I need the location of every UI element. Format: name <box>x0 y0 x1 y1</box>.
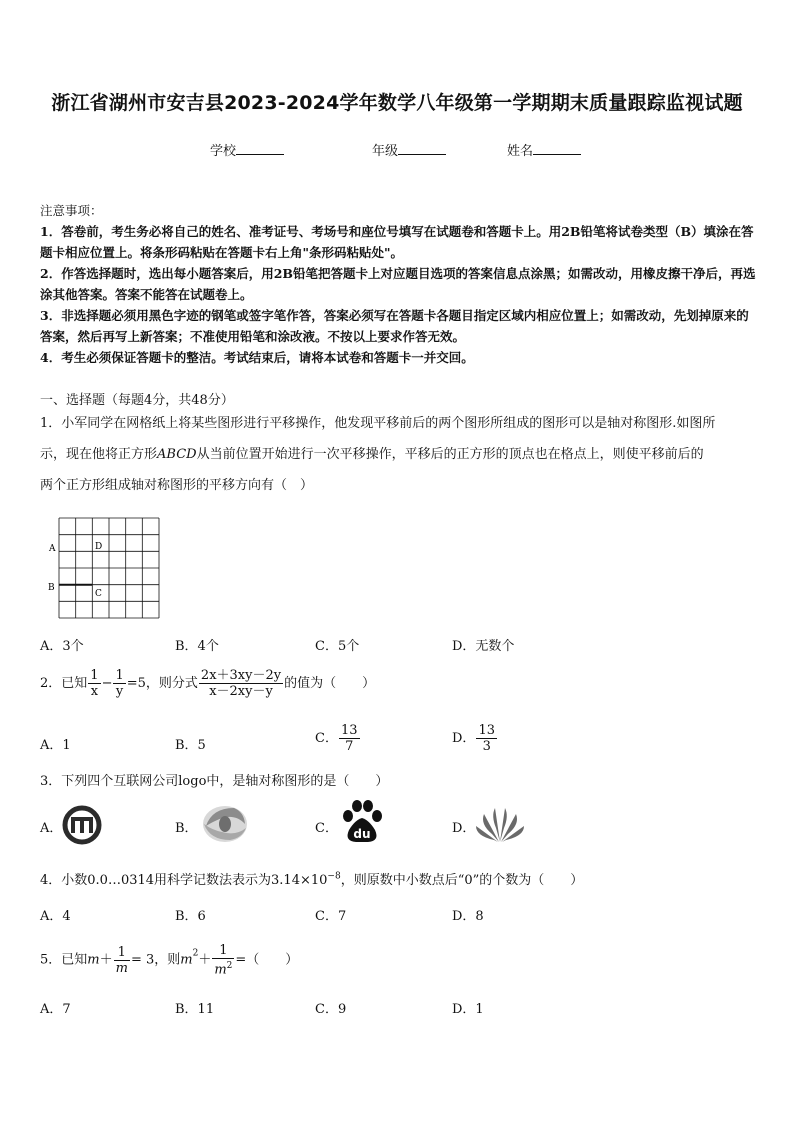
fraction-1-over-m-squared: $\frac{1}{m^2}$ <box>214 943 233 978</box>
q1-option-d[interactable]: D．无数个 <box>452 639 515 654</box>
q1-line-2: 示，现在他将正方形ABCD从当前位置开始进行一次平移操作，平移后的正方形的顶点也在格点上，则使平移前后的 <box>40 447 704 462</box>
question-3-text: 3．下列四个互联网公司logo中，是轴对称图形的是（ ） <box>40 774 389 789</box>
q3-option-d[interactable]: D． <box>452 821 476 836</box>
baidu-paw-logo <box>338 798 386 850</box>
q1-option-c[interactable]: C．5个 <box>315 639 360 654</box>
q2-option-d[interactable]: D． $\frac{13}{3}$ <box>452 723 495 754</box>
q5-option-d[interactable]: D．1 <box>452 1002 484 1017</box>
question-4-text: 4．小数0.0…0314用科学记数法表示为$3.14\times 10^{-8}$，则原数中小数点后“0”的个数为（ ） <box>40 871 584 888</box>
grid-label-a: A <box>49 544 56 554</box>
q5-option-c[interactable]: C．9 <box>315 1002 347 1017</box>
grid-svg <box>45 516 163 620</box>
school-field <box>210 140 284 159</box>
q2-option-b[interactable]: B．5 <box>175 738 206 753</box>
exponent: −8 <box>327 871 341 882</box>
fraction-1-over-y: $\frac{1}{y}$ <box>115 668 124 699</box>
q3-option-a[interactable]: A． <box>40 821 63 836</box>
notes-heading: 注意事项： <box>40 203 103 218</box>
qq-browser-logo <box>200 802 250 850</box>
grid-label-c: C <box>95 589 102 599</box>
name-label: 姓名 <box>507 144 534 159</box>
q3-option-c[interactable]: C． <box>315 821 338 836</box>
section-heading: 一、选择题（每题4分，共48分） <box>40 393 234 408</box>
q3-option-b[interactable]: B． <box>175 821 198 836</box>
question-5-text: 5．已知m＋ $\frac{1}{m}$ = 3，则$m^2+$ $\frac{1}{m^2}$ =（ ） <box>40 943 299 978</box>
fraction-expression: $\frac{2x+3xy-2y}{x-2xy-y}$ <box>200 668 282 699</box>
question-1-text <box>40 408 762 501</box>
grid-label-b: B <box>48 583 55 593</box>
q1-grid-figure <box>45 516 163 620</box>
q4-option-b[interactable]: B．6 <box>175 909 206 924</box>
school-blank <box>236 142 284 155</box>
grade-label: 年级 <box>372 144 399 159</box>
name-blank <box>533 142 581 155</box>
page-title: 浙江省湖州市安吉县2023-2024学年数学八年级第一学期期末质量跟踪监视试题 <box>51 92 743 114</box>
note-item-3: 3．非选择题必须用黑色字迹的钢笔或签字笔作答，答案必须写在答题卡各题目指定区域内相应位置上；如需改动，先划掉原来的答案，然后再写上新答案；不准使用铅笔和涂改液。不按以上要求作答无效。 <box>40 308 749 344</box>
square-name: ABCD <box>157 447 197 462</box>
name-field <box>507 140 581 159</box>
q5-option-b[interactable]: B．11 <box>175 1002 215 1017</box>
note-item-4: 4．考生必须保证答题卡的整洁。考试结束后，请将本试卷和答题卡一并交回。 <box>40 350 474 365</box>
q4-option-a[interactable]: A．4 <box>40 909 71 924</box>
baidu-du-text: du <box>353 827 371 841</box>
q1-option-a[interactable]: A．3个 <box>40 639 84 654</box>
q5-option-a[interactable]: A．7 <box>40 1002 71 1017</box>
q1-line-3: 两个正方形组成轴对称图形的平移方向有（ ） <box>40 478 314 493</box>
note-item-2: 2．作答选择题时，选出每小题答案后，用2B铅笔把答题卡上对应题目选项的答案信息点涂黑；如需改动，用橡皮擦干净后，再选涂其他答案。答案不能答在试题卷上。 <box>40 266 756 302</box>
q2-option-a[interactable]: A．1 <box>40 738 71 753</box>
huawei-logo <box>474 802 526 848</box>
fraction-1-over-x: $\frac{1}{x}$ <box>90 668 99 699</box>
school-label: 学校 <box>210 144 237 159</box>
maxthon-logo <box>61 804 103 850</box>
fraction-1-over-m: $\frac{1}{m}$ <box>115 944 128 976</box>
q1-option-b[interactable]: B．4个 <box>175 639 219 654</box>
q4-option-d[interactable]: D．8 <box>452 909 484 924</box>
question-2-text: 2．已知 $\frac{1}{x}$ − $\frac{1}{y}$ =5，则分式 $\frac{2x+3xy-2y}{x-2xy-y}$ 的值为（ ） <box>40 668 376 699</box>
grade-blank <box>398 142 446 155</box>
grid-label-d: D <box>95 542 103 552</box>
q2-option-c[interactable]: C． $\frac{13}{7}$ <box>315 723 358 754</box>
q1-line-1: 1．小军同学在网格纸上将某些图形进行平移操作，他发现平移前后的两个图形所组成的图形可以是轴对称图形.如图所 <box>40 416 716 431</box>
note-item-1: 1．答卷前，考生务必将自己的姓名、准考证号、考场号和座位号填写在试题卷和答题卡上。用2B铅笔将试卷类型（B）填涂在答题卡相应位置上。将条形码粘贴在答题卡右上角"条形码粘贴处"。 <box>40 224 754 260</box>
notes-block <box>40 200 760 368</box>
grade-field <box>372 140 446 159</box>
q4-option-c[interactable]: C．7 <box>315 909 347 924</box>
